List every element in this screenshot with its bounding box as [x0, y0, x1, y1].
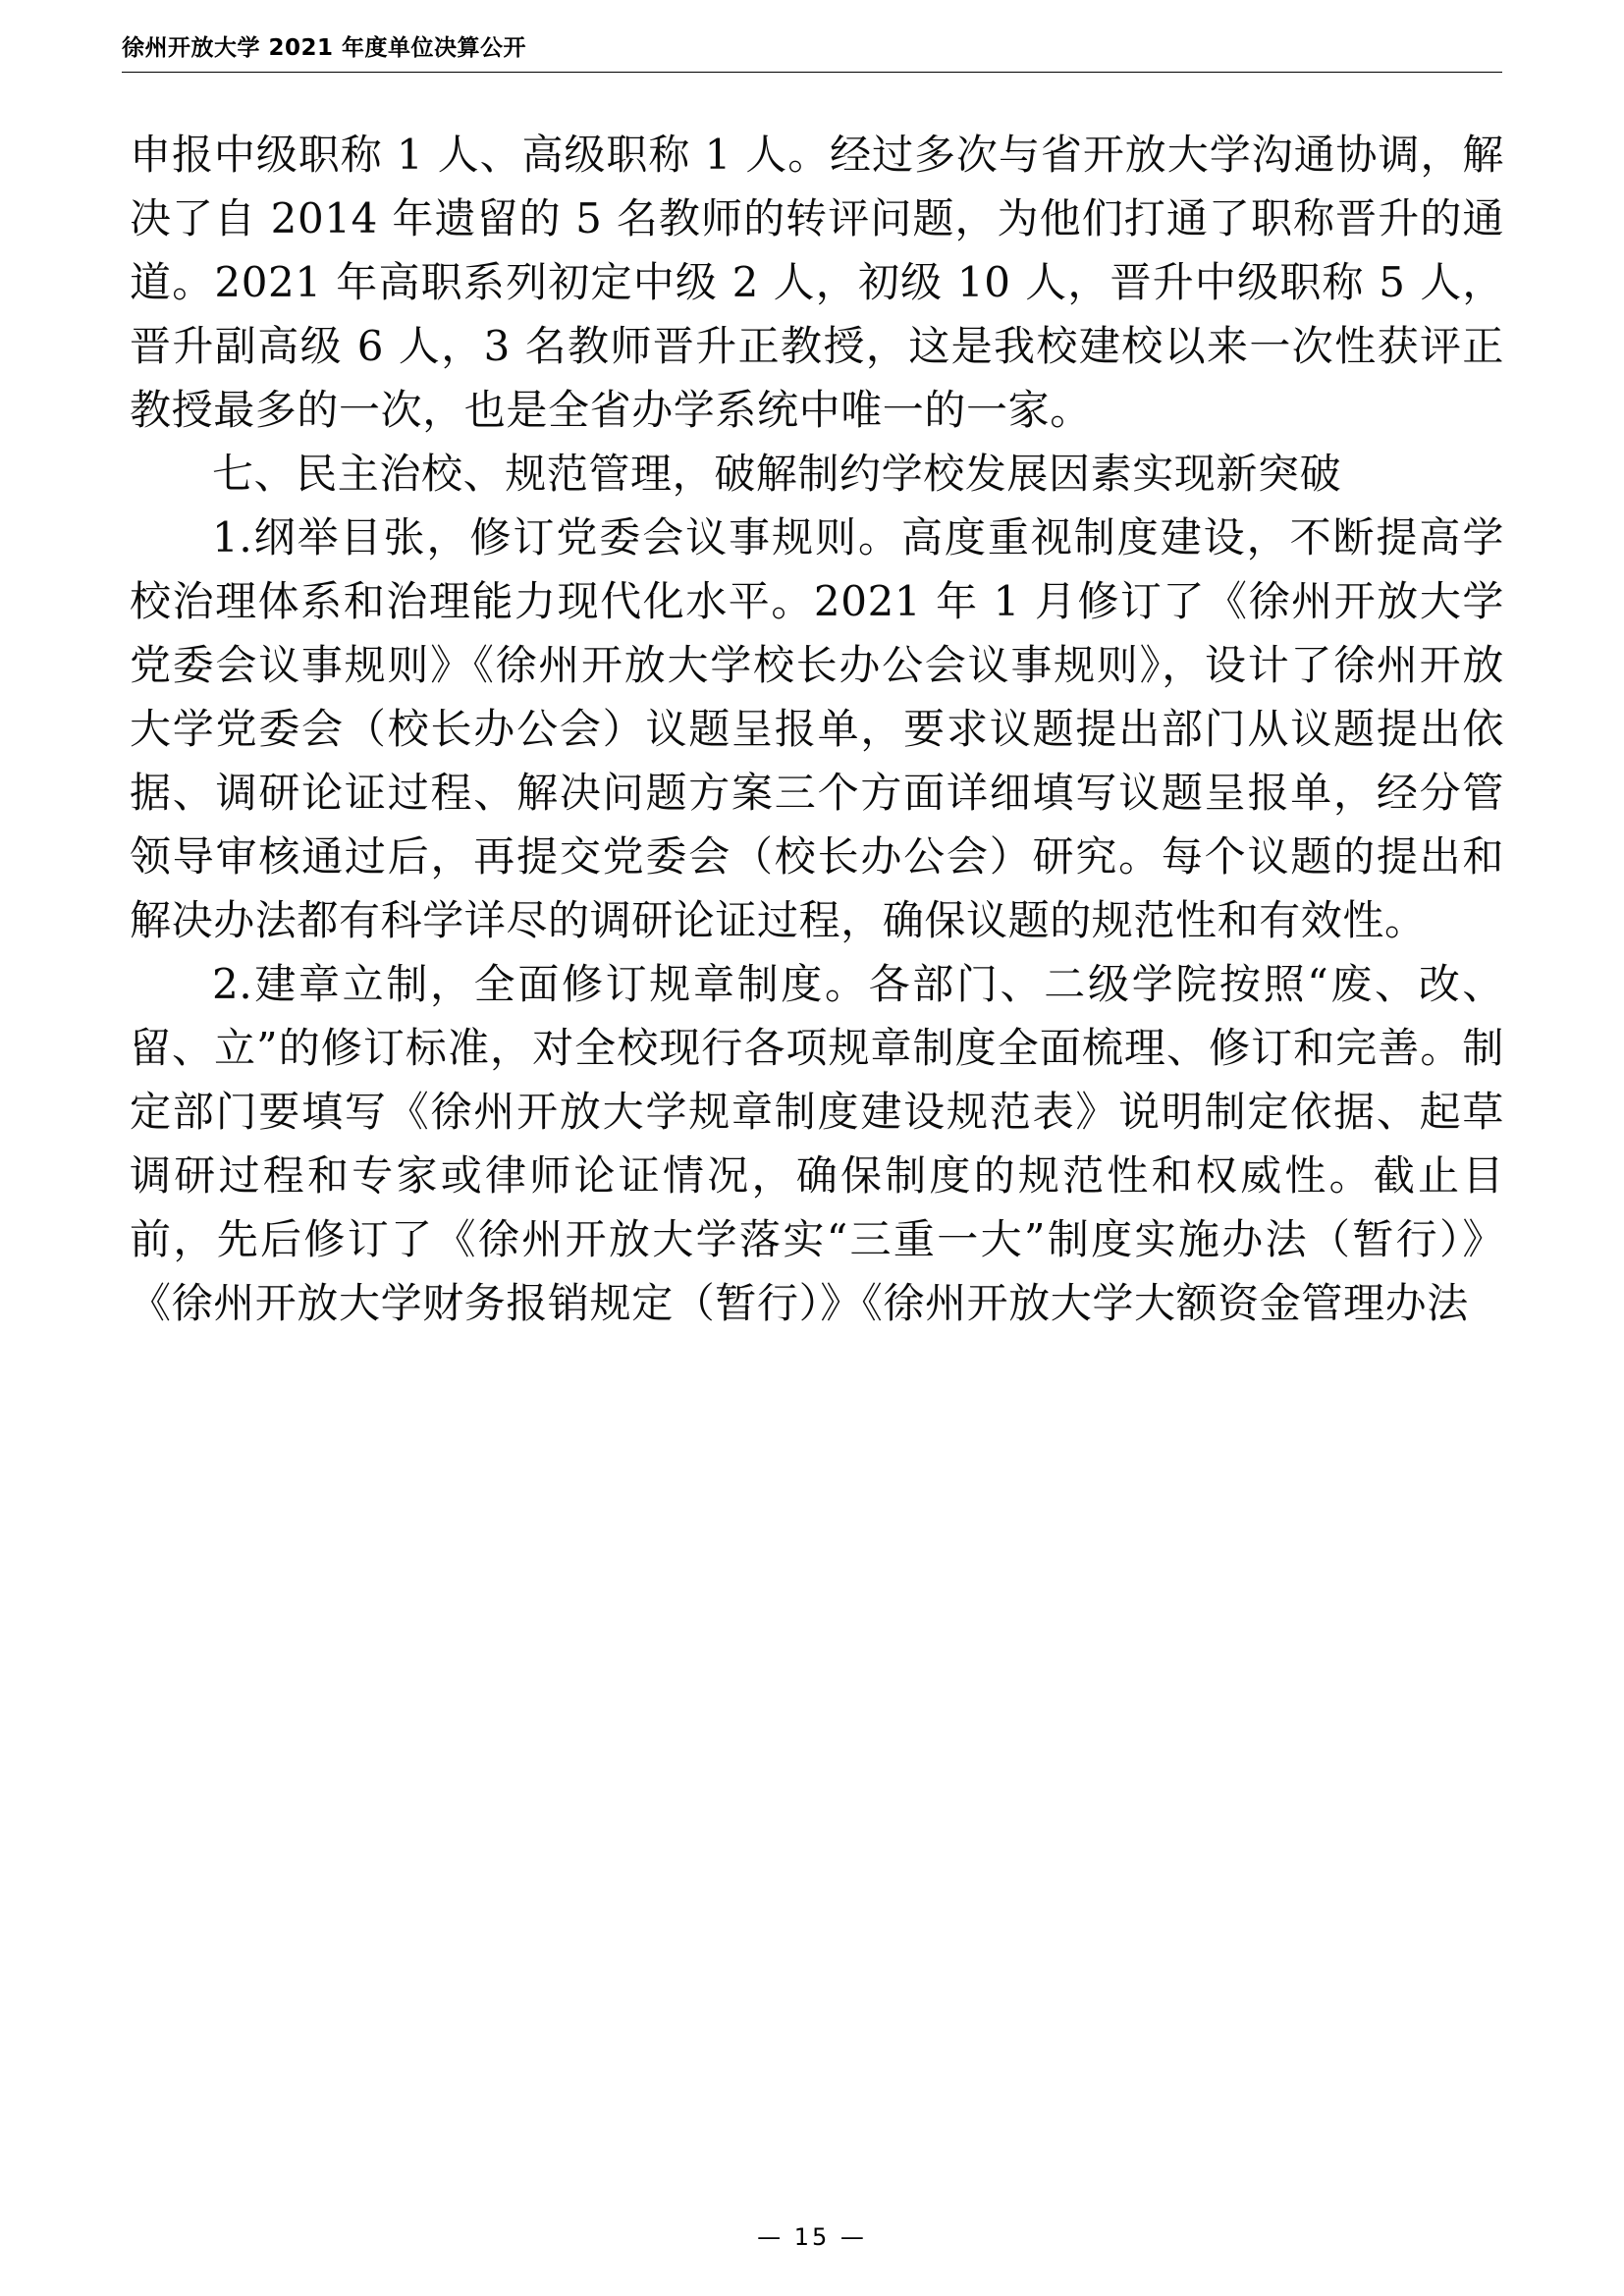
header-divider [122, 72, 1502, 73]
paragraph-item-2: 2.建章立制，全面修订规章制度。各部门、二级学院按照“废、改、留、立”的修订标准，对全校现行各项规章制度全面梳理、修订和完善。制定部门要填写《徐州开放大学规章制度建设规范表》说明制定依据、起草调研过程和专家或律师论证情况，确保制度的规范性和权威性。截止目前，先后修订了《徐州开放大学落实“三重一大”制度实施办法（暂行）》《徐州开放大学财务报销规定（暂行）》《徐州开放大学大额资金管理办法 [130, 960, 1504, 1327]
page-number: — 15 — [757, 2223, 867, 2251]
page-body [130, 123, 1504, 1335]
running-header-title: 徐州开放大学 2021 年度单位决算公开 [122, 35, 527, 61]
paragraph-item-1: 1.纲举目张，修订党委会议事规则。高度重视制度建设，不断提高学校治理体系和治理能力现代化水平。2021 年 1 月修订了《徐州开放大学党委会议事规则》《徐州开放大学校长办公会议事规则》，设计了徐州开放大学党委会（校长办公会）议题呈报单，要求议题提出部门从议题提出依据、调研论证过程、解决问题方案三个方面详细填写议题呈报单，经分管领导审核通过后，再提交党委会（校长办公会）研究。每个议题的提出和解决办法都有科学详尽的调研论证过程，确保议题的规范性和有效性。 [130, 513, 1504, 944]
section-heading-seven: 七、民主治校、规范管理，破解制约学校发展因素实现新突破 [212, 450, 1342, 498]
page-footer [0, 2223, 1624, 2251]
paragraph-continued: 申报中级职称 1 人、高级职称 1 人。经过多次与省开放大学沟通协调，解决了自 2014 年遗留的 5 名教师的转评问题，为他们打通了职称晋升的通道。2021 年高职系列初定中级 2 人，初级 10 人，晋升中级职称 5 人，晋升副高级 6 人，3 名教师晋升正教授，这是我校建校以来一次性获评正教授最多的一次，也是全省办学系统中唯一的一家。 [130, 131, 1504, 434]
page-header [0, 0, 1624, 94]
